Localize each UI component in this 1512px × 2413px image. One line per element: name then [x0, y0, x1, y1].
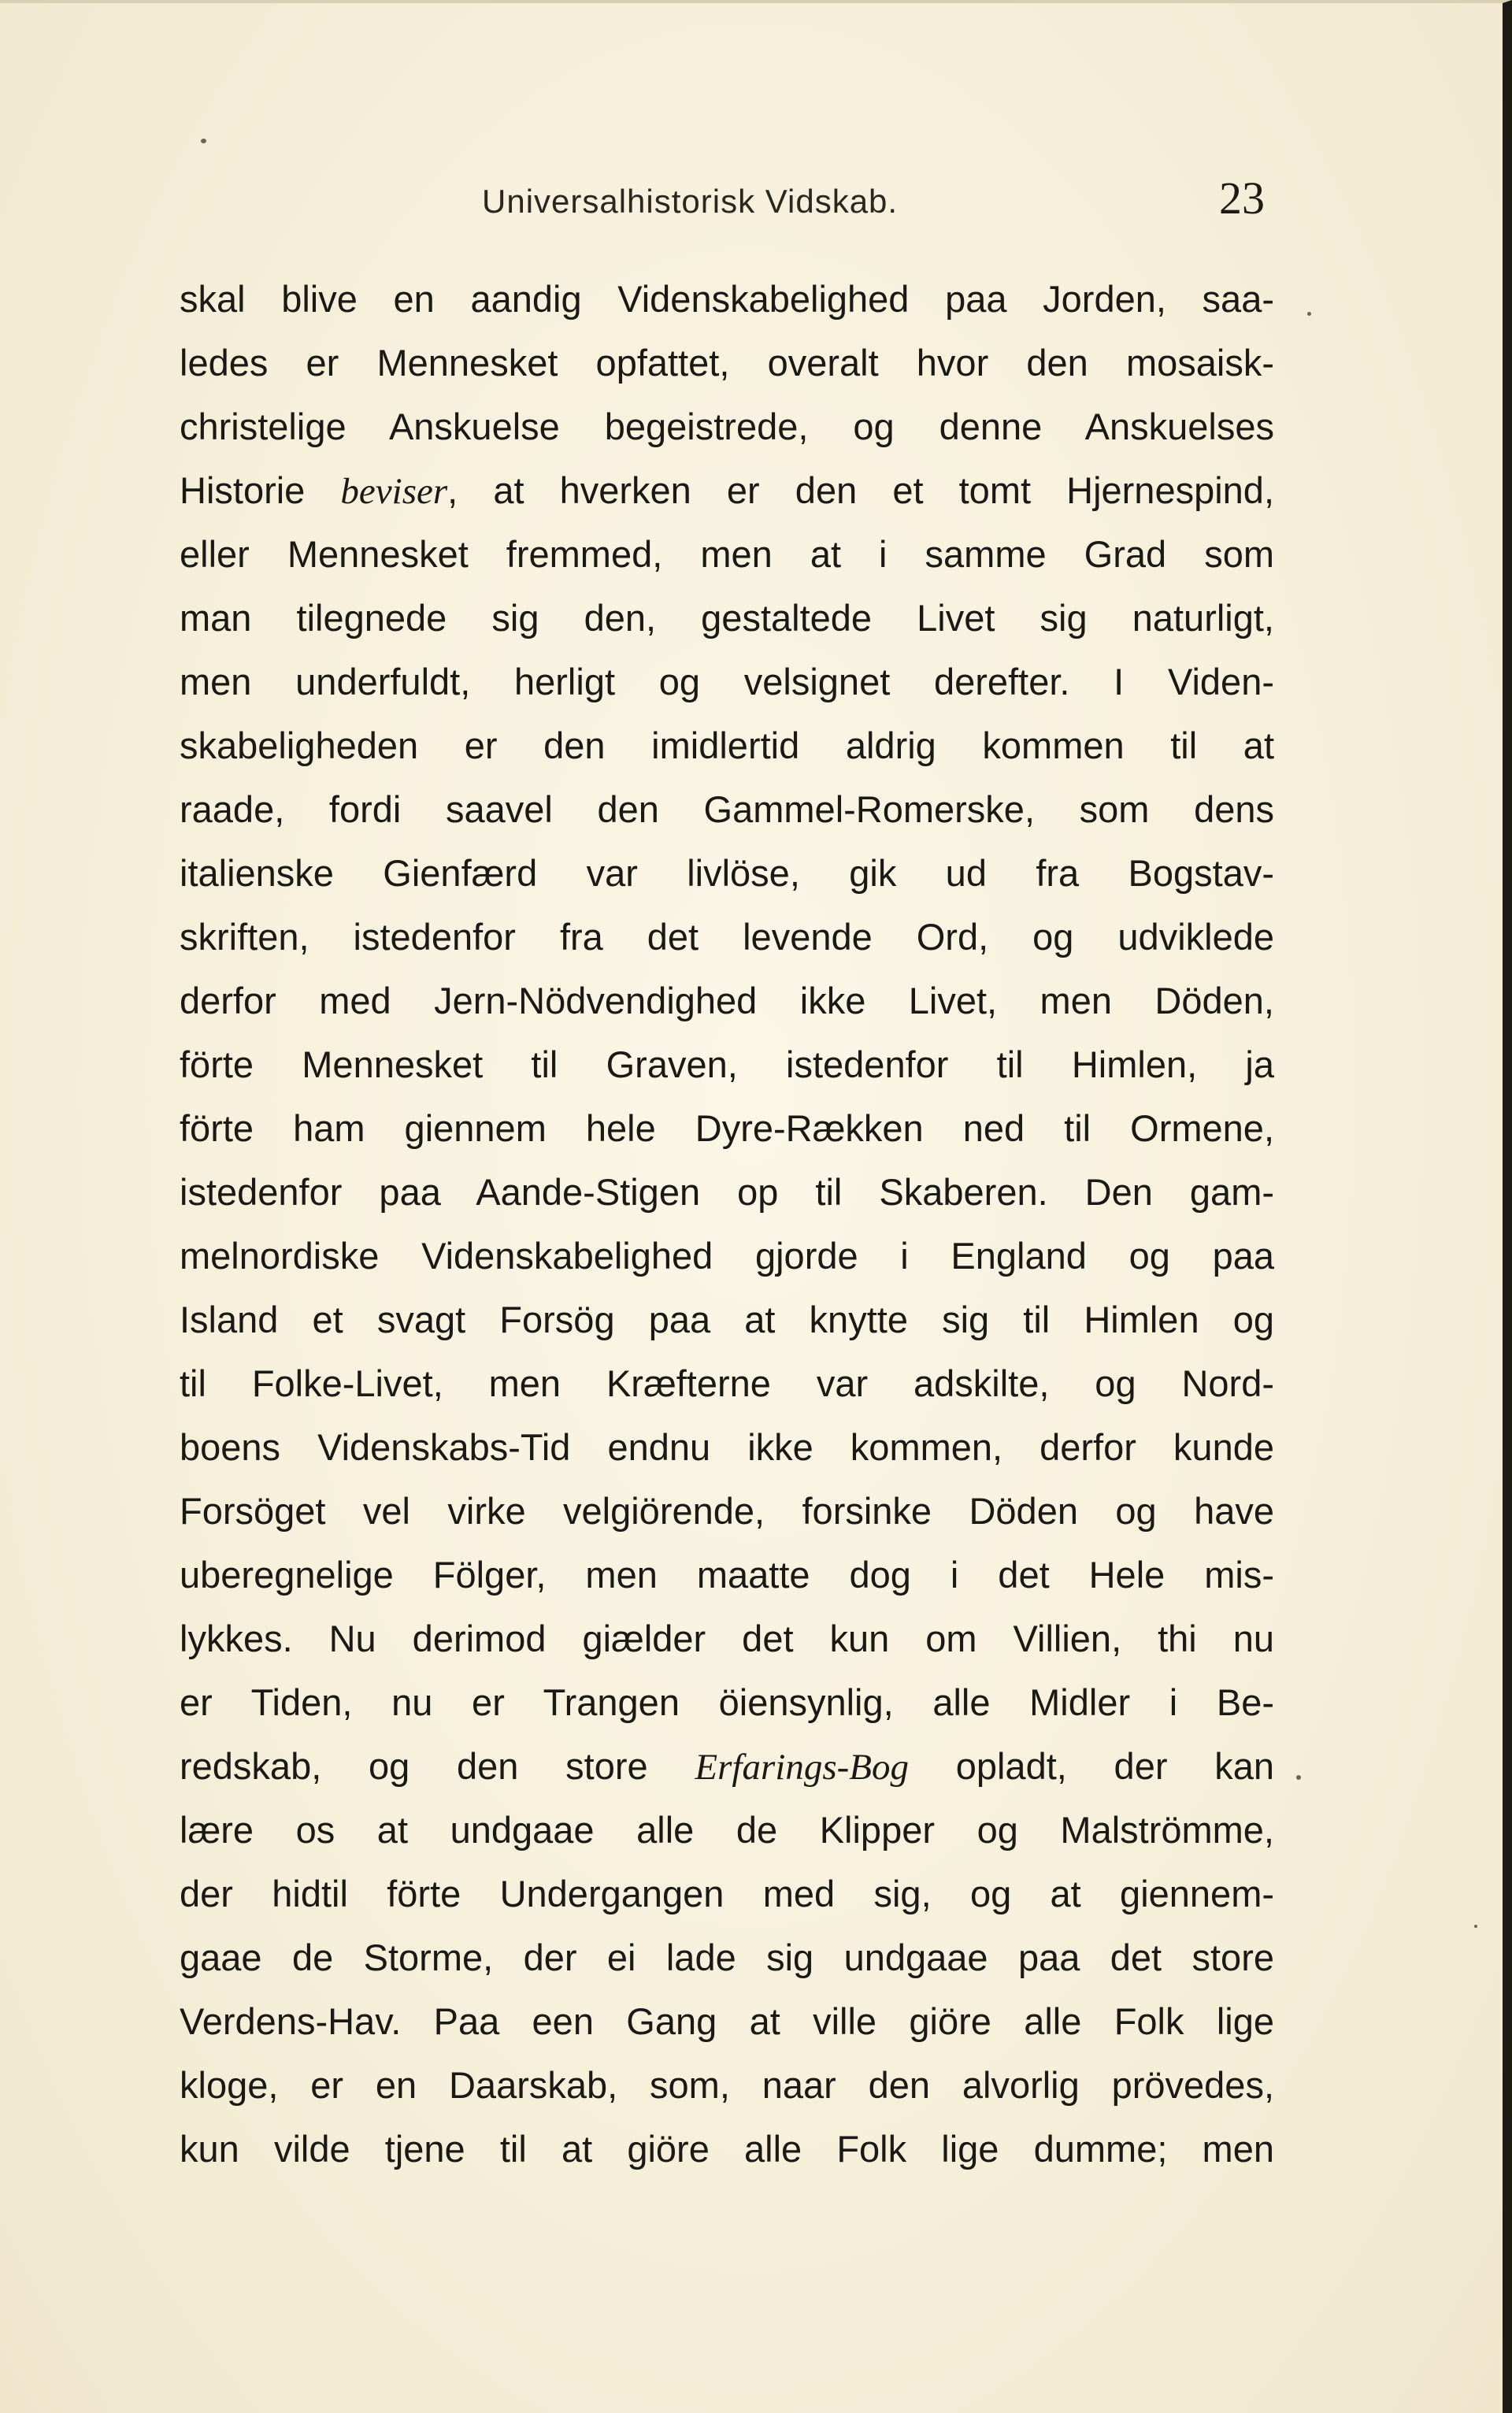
text-line: christelige Anskuelse begeistrede, og denne Anskuelses — [180, 406, 1274, 447]
text-line: skriften, istedenfor fra det levende Ord, og udviklede — [180, 916, 1274, 958]
text-line: eller Mennesket fremmed, men at i samme Grad som — [180, 533, 1274, 575]
text-line: lykkes. Nu derimod giælder det kun om Villien, thi nu — [180, 1618, 1274, 1659]
emphasis: Erfarings-Bog — [695, 1747, 909, 1788]
text-line: kun vilde tjene til at giöre alle Folk lige dumme; men — [180, 2128, 1274, 2170]
text-line: Historie beviser, at hverken er den et tomt Hjernespind, — [180, 469, 1274, 512]
text-line: kloge, er en Daarskab, som, naar den alvorlig prövedes, — [180, 2064, 1274, 2106]
text-line: förte ham giennem hele Dyre-Rækken ned til Ormene, — [180, 1107, 1274, 1149]
running-title: Universalhistorisk Vidskab. — [482, 183, 899, 220]
text-line: istedenfor paa Aande-Stigen op til Skaberen. Den gam- — [180, 1171, 1274, 1213]
text-line: man tilegnede sig den, gestaltede Livet sig naturligt, — [180, 597, 1274, 639]
emphasis: beviser — [340, 471, 448, 512]
text-line: der hidtil förte Undergangen med sig, og at giennem- — [180, 1873, 1274, 1914]
text-line: men underfuldt, herligt og velsignet derefter. I Viden- — [180, 661, 1274, 702]
text-line: förte Mennesket til Graven, istedenfor til Himlen, ja — [180, 1043, 1274, 1085]
text-line: lære os at undgaae alle de Klipper og Malströmme, — [180, 1809, 1274, 1851]
text-line: er Tiden, nu er Trangen öiensynlig, alle Midler i Be- — [180, 1681, 1274, 1723]
text-line: Island et svagt Forsög paa at knytte sig til Himlen og — [180, 1299, 1274, 1340]
text-line: Forsöget vel virke velgiörende, forsinke Döden og have — [180, 1490, 1274, 1532]
text-line: skal blive en aandig Videnskabelighed paa Jorden, saa- — [180, 278, 1274, 320]
text-line: melnordiske Videnskabelighed gjorde i England og paa — [180, 1235, 1274, 1277]
text-line: Verdens-Hav. Paa een Gang at ville giöre alle Folk lige — [180, 2000, 1274, 2042]
text-line: gaae de Storme, der ei lade sig undgaae paa det store — [180, 1937, 1274, 1978]
text-line: italienske Gienfærd var livlöse, gik ud fra Bogstav- — [180, 852, 1274, 894]
body-text — [180, 267, 1274, 2181]
text-line: derfor med Jern-Nödvendighed ikke Livet, men Döden, — [180, 980, 1274, 1021]
text-line: til Folke-Livet, men Kræfterne var adskilte, og Nord- — [180, 1362, 1274, 1404]
text-line: raade, fordi saavel den Gammel-Romerske, som dens — [180, 788, 1274, 830]
page-number: 23 — [1219, 172, 1265, 224]
text-line: redskab, og den store Erfarings-Bog opladt, der kan — [180, 1745, 1275, 1788]
text-line: ledes er Mennesket opfattet, overalt hvor den mosaisk- — [180, 342, 1274, 384]
text-line: skabeligheden er den imidlertid aldrig kommen til at — [180, 725, 1274, 766]
text-line: uberegnelige Fölger, men maatte dog i det Hele mis- — [180, 1554, 1274, 1596]
text-line: boens Videnskabs-Tid endnu ikke kommen, derfor kunde — [180, 1426, 1274, 1468]
running-header — [0, 172, 1512, 235]
